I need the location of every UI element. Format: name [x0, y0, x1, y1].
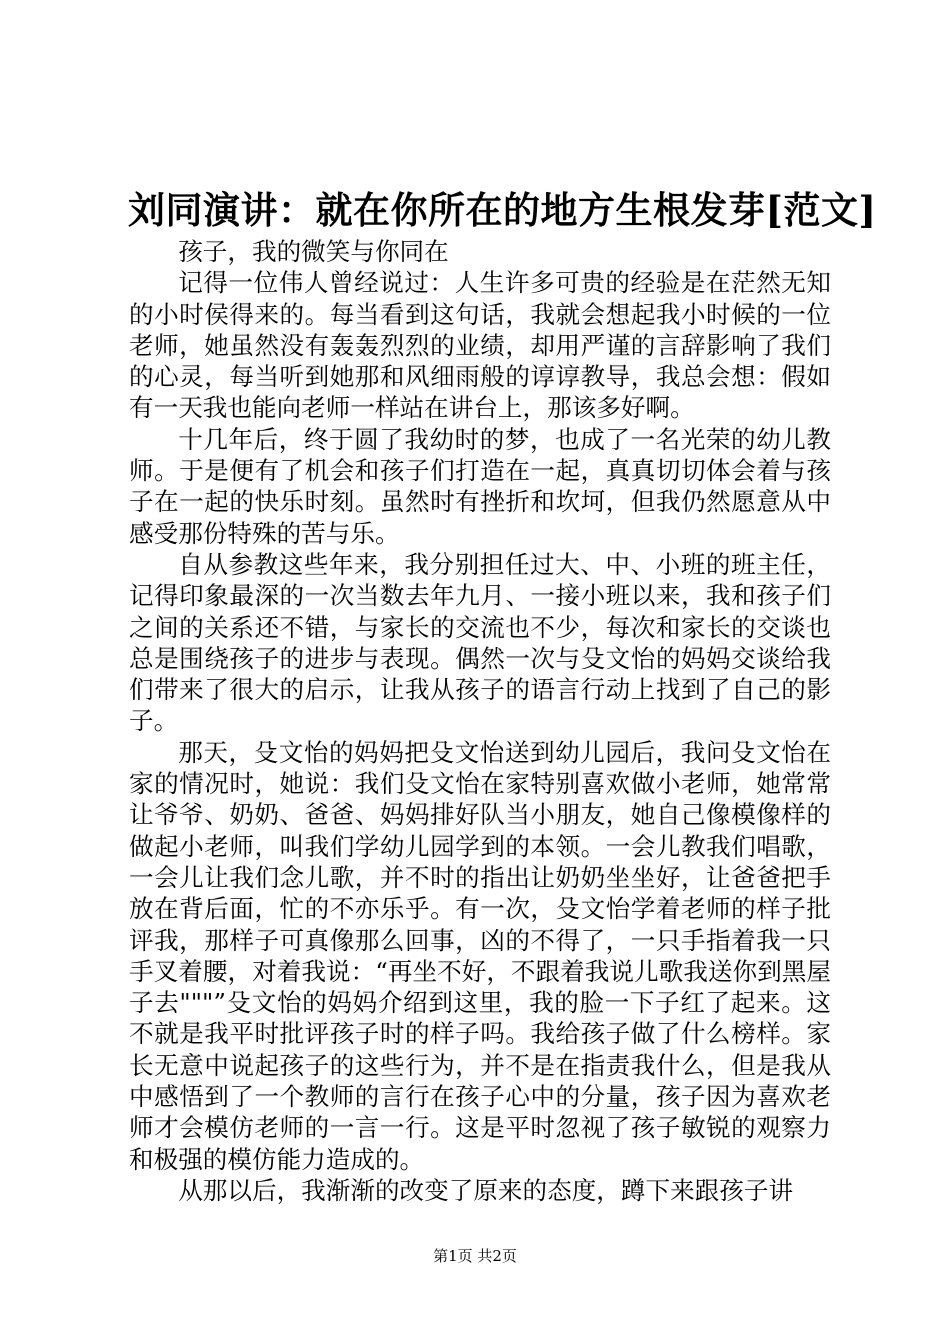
paragraph-subtitle: 孩子，我的微笑与你同在 [178, 237, 449, 266]
paragraph: 十几年后，终于圆了我幼时的梦，也成了一名光荣的幼儿教师。于是便有了机会和孩子们打造在一起，真真切切体会着与孩子在一起的快乐时刻。虽然时有挫折和坎坷，但我仍然愿意从中感受那份特殊的苦与乐。 [129, 424, 831, 548]
paragraph: 那天，殳文怡的妈妈把殳文怡送到幼儿园后，我问殳文怡在家的情况时，她说：我们殳文怡在家特别喜欢做小老师，她常常让爷爷、奶奶、爸爸、妈妈排好队当小朋友，她自己像模像样的做起小老师，叫我们学幼儿园学到的本领。一会儿教我们唱歌，一会儿让我们念儿歌，并不时的指出让奶奶坐坐好，让爸爸把手放在背后面，忙的不亦乐乎。有一次，殳文怡学着老师的样子批评我，那样子可真像那么回事，凶的不得了，一只手指着我一只手叉着腰，对着我说：“再坐不好，不跟着我说儿歌我送你到黑屋子去"""”殳文怡的妈妈介绍到这里，我的脸一下子红了起来。这不就是我平时批评孩子时的样子吗。我给孩子做了什么榜样。家长无意中说起孩子的这些行为，并不是在指责我什么，但是我从中感悟到了一个教师的言行在孩子心中的分量，孩子因为喜欢老师才会模仿老师的一言一行。这是平时忽视了孩子敏锐的观察力和极强的模仿能力造成的。 [129, 737, 831, 1174]
document-title: 刘同演讲：就在你所在的地方生根发芽[范文] [128, 188, 877, 232]
paragraph: 自从参教这些年来，我分别担任过大、中、小班的班主任，记得印象最深的一次当数去年九月、一接小班以来，我和孩子们之间的关系还不错，与家长的交流也不少，每次和家长的交谈也总是围绕孩子的进步与表现。偶然一次与殳文怡的妈妈交谈给我们带来了很大的启示，让我从孩子的语言行动上找到了自己的影子。 [129, 549, 831, 736]
paragraph: 记得一位伟人曾经说过：人生许多可贵的经验是在茫然无知的小时侯得来的。每当看到这句话，我就会想起我小时候的一位老师，她虽然没有轰轰烈烈的业绩，却用严谨的言辞影响了我们的心灵，每当听到她那和风细雨般的谆谆教导，我总会想：假如有一天我也能向老师一样站在讲台上，那该多好啊。 [129, 268, 831, 423]
document-body [129, 236, 831, 1206]
page-number-footer: 第1页 共2页 [433, 1247, 517, 1265]
paragraph: 从那以后，我渐渐的改变了原来的态度，蹲下来跟孩子讲 [178, 1175, 794, 1205]
